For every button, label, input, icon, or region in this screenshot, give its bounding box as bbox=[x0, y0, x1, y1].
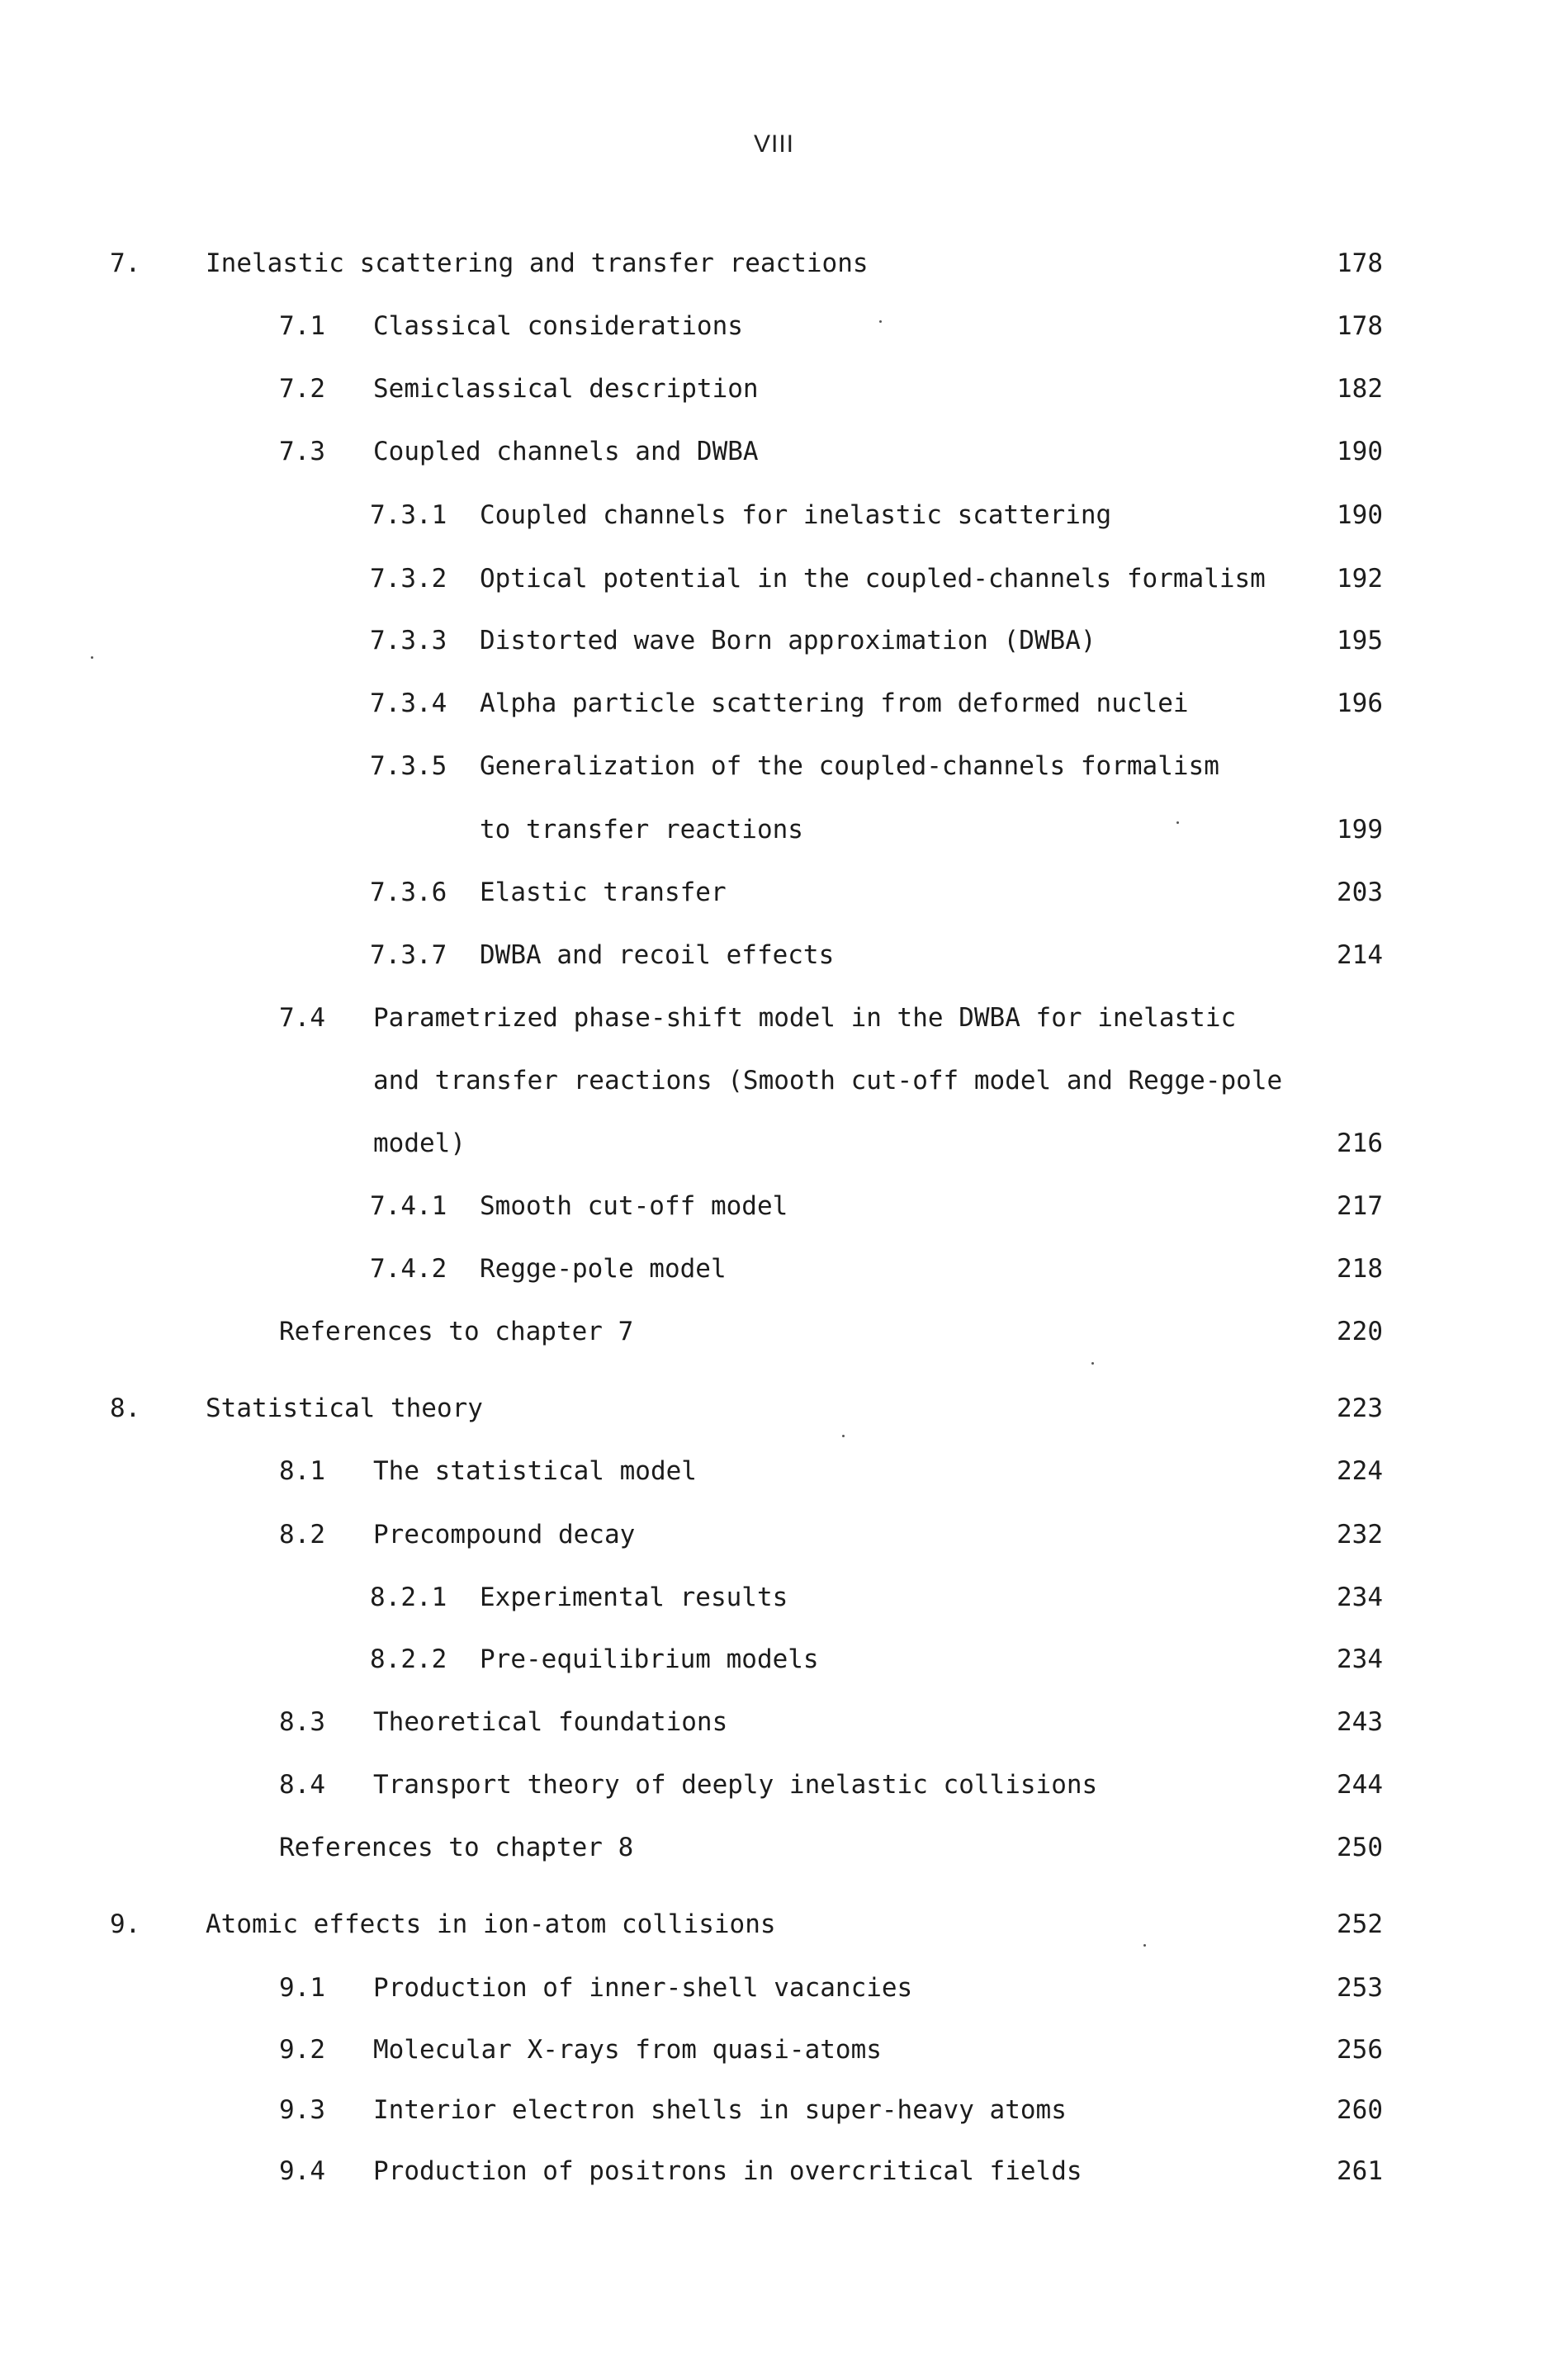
toc-title: References to chapter 8 bbox=[279, 1833, 634, 1862]
toc-page-number: 232 bbox=[1337, 1520, 1383, 1550]
toc-page-number: 217 bbox=[1337, 1191, 1383, 1221]
scan-speck bbox=[1091, 1362, 1094, 1365]
toc-title: Generalization of the coupled-channels formalism bbox=[480, 751, 1219, 781]
toc-entry bbox=[0, 1312, 1548, 1351]
toc-title: Molecular X-rays from quasi-atoms bbox=[373, 2035, 882, 2065]
toc-number: 9.1 bbox=[279, 1973, 325, 2003]
toc-entry bbox=[0, 1451, 1548, 1491]
toc-entry bbox=[0, 1828, 1548, 1867]
toc-number: 7.2 bbox=[279, 374, 325, 404]
toc-page-number: 218 bbox=[1337, 1254, 1383, 1284]
toc-title: Distorted wave Born approximation (DWBA) bbox=[480, 626, 1096, 655]
toc-number: 9. bbox=[110, 1909, 141, 1939]
toc-title: Transport theory of deeply inelastic collisions bbox=[373, 1770, 1098, 1800]
toc-entry bbox=[0, 1186, 1548, 1226]
toc-number: 7.4.1 bbox=[370, 1191, 447, 1221]
toc-title: Coupled channels and DWBA bbox=[373, 437, 759, 466]
toc-page-number: 192 bbox=[1337, 564, 1383, 594]
toc-title: Precompound decay bbox=[373, 1520, 636, 1550]
toc-number: 7.3.2 bbox=[370, 564, 447, 594]
toc-entry bbox=[0, 1968, 1548, 2008]
toc-number: 8.4 bbox=[279, 1770, 325, 1800]
toc-page-number: 178 bbox=[1337, 248, 1383, 278]
toc-page-number: 234 bbox=[1337, 1583, 1383, 1612]
toc-page-number: 253 bbox=[1337, 1973, 1383, 2003]
toc-title: DWBA and recoil effects bbox=[480, 940, 835, 970]
toc-number: 7.1 bbox=[279, 311, 325, 341]
toc-title: Smooth cut-off model bbox=[480, 1191, 788, 1221]
toc-entry bbox=[0, 1702, 1548, 1742]
toc-title: Inelastic scattering and transfer reactions bbox=[206, 248, 869, 278]
toc-entry bbox=[0, 1904, 1548, 1944]
toc-entry bbox=[0, 1578, 1548, 1617]
toc-page-number: 260 bbox=[1337, 2095, 1383, 2125]
scan-speck bbox=[1176, 821, 1179, 824]
toc-entry bbox=[0, 1249, 1548, 1289]
scan-speck bbox=[842, 1435, 845, 1437]
toc-entry bbox=[0, 495, 1548, 535]
toc-number: 7.4 bbox=[279, 1003, 325, 1033]
toc-number: 8. bbox=[110, 1393, 141, 1423]
toc-number: 9.4 bbox=[279, 2156, 325, 2186]
toc-title: and transfer reactions (Smooth cut-off model and Regge-pole bbox=[373, 1066, 1283, 1095]
toc-title: Coupled channels for inelastic scattering bbox=[480, 500, 1112, 530]
toc-entry bbox=[0, 559, 1548, 599]
toc-page-number: 203 bbox=[1337, 878, 1383, 907]
page-header-roman-numeral: VIII bbox=[753, 130, 794, 158]
toc-page-number: 178 bbox=[1337, 311, 1383, 341]
toc-entry bbox=[0, 2030, 1548, 2070]
toc-title: The statistical model bbox=[373, 1456, 697, 1486]
toc-title: model) bbox=[373, 1128, 466, 1158]
toc-entry bbox=[0, 306, 1548, 346]
toc-title: Pre-equilibrium models bbox=[480, 1644, 819, 1674]
toc-page-number: 182 bbox=[1337, 374, 1383, 404]
toc-title: Atomic effects in ion-atom collisions bbox=[206, 1909, 776, 1939]
toc-page-number: 190 bbox=[1337, 437, 1383, 466]
toc-entry bbox=[0, 810, 1548, 849]
toc-title: Production of inner-shell vacancies bbox=[373, 1973, 913, 2003]
toc-title: Production of positrons in overcritical fields bbox=[373, 2156, 1082, 2186]
toc-entry bbox=[0, 1061, 1548, 1100]
toc-number: 7.3.1 bbox=[370, 500, 447, 530]
toc-page-number: 250 bbox=[1337, 1833, 1383, 1862]
toc-number: 9.3 bbox=[279, 2095, 325, 2125]
toc-title: Elastic transfer bbox=[480, 878, 727, 907]
toc-page-number: 216 bbox=[1337, 1128, 1383, 1158]
toc-page-number: 199 bbox=[1337, 815, 1383, 845]
toc-number: 9.2 bbox=[279, 2035, 325, 2065]
toc-page-number: 224 bbox=[1337, 1456, 1383, 1486]
toc-page-number: 252 bbox=[1337, 1909, 1383, 1939]
toc-title: Parametrized phase-shift model in the DWBA for inelastic bbox=[373, 1003, 1237, 1033]
toc-page-number: 234 bbox=[1337, 1644, 1383, 1674]
toc-number: 8.1 bbox=[279, 1456, 325, 1486]
toc-entry bbox=[0, 1640, 1548, 1679]
toc-entry bbox=[0, 432, 1548, 471]
toc-title: Theoretical foundations bbox=[373, 1707, 728, 1737]
toc-number: 7. bbox=[110, 248, 141, 278]
toc-entry bbox=[0, 2151, 1548, 2191]
toc-title: Regge-pole model bbox=[480, 1254, 727, 1284]
toc-entry bbox=[0, 746, 1548, 786]
toc-entry bbox=[0, 998, 1548, 1038]
toc-page-number: 214 bbox=[1337, 940, 1383, 970]
toc-entry bbox=[0, 684, 1548, 723]
toc-number: 7.4.2 bbox=[370, 1254, 447, 1284]
toc-title: Alpha particle scattering from deformed nuclei bbox=[480, 688, 1189, 718]
toc-entry bbox=[0, 935, 1548, 975]
toc-number: 7.3.5 bbox=[370, 751, 447, 781]
toc-number: 8.2.1 bbox=[370, 1583, 447, 1612]
toc-number: 7.3.6 bbox=[370, 878, 447, 907]
toc-page-number: 223 bbox=[1337, 1393, 1383, 1423]
scan-speck bbox=[91, 656, 93, 659]
toc-page-number: 256 bbox=[1337, 2035, 1383, 2065]
toc-title: Optical potential in the coupled-channels formalism bbox=[480, 564, 1266, 594]
toc-entry bbox=[0, 2090, 1548, 2130]
toc-title: Statistical theory bbox=[206, 1393, 483, 1423]
scan-speck bbox=[879, 320, 882, 323]
toc-number: 7.3 bbox=[279, 437, 325, 466]
toc-number: 7.3.3 bbox=[370, 626, 447, 655]
toc-entry bbox=[0, 1124, 1548, 1163]
toc-page-number: 243 bbox=[1337, 1707, 1383, 1737]
toc-entry bbox=[0, 873, 1548, 912]
toc-entry bbox=[0, 1765, 1548, 1805]
toc-title: References to chapter 7 bbox=[279, 1317, 634, 1346]
toc-page-number: 244 bbox=[1337, 1770, 1383, 1800]
toc-page-number: 190 bbox=[1337, 500, 1383, 530]
toc-number: 8.2.2 bbox=[370, 1644, 447, 1674]
toc-number: 7.3.7 bbox=[370, 940, 447, 970]
toc-number: 8.3 bbox=[279, 1707, 325, 1737]
toc-page-number: 220 bbox=[1337, 1317, 1383, 1346]
toc-title: Classical considerations bbox=[373, 311, 743, 341]
toc-page-number: 196 bbox=[1337, 688, 1383, 718]
toc-page-number: 195 bbox=[1337, 626, 1383, 655]
toc-entry bbox=[0, 1389, 1548, 1428]
toc-title: Interior electron shells in super-heavy atoms bbox=[373, 2095, 1067, 2125]
toc-title: Experimental results bbox=[480, 1583, 788, 1612]
toc-entry bbox=[0, 244, 1548, 283]
toc-title: to transfer reactions bbox=[480, 815, 803, 845]
toc-number: 8.2 bbox=[279, 1520, 325, 1550]
toc-number: 7.3.4 bbox=[370, 688, 447, 718]
toc-page-number: 261 bbox=[1337, 2156, 1383, 2186]
toc-entry bbox=[0, 369, 1548, 409]
toc-title: Semiclassical description bbox=[373, 374, 759, 404]
toc-entry bbox=[0, 1515, 1548, 1554]
scan-speck bbox=[1143, 1944, 1146, 1947]
toc-entry bbox=[0, 621, 1548, 660]
